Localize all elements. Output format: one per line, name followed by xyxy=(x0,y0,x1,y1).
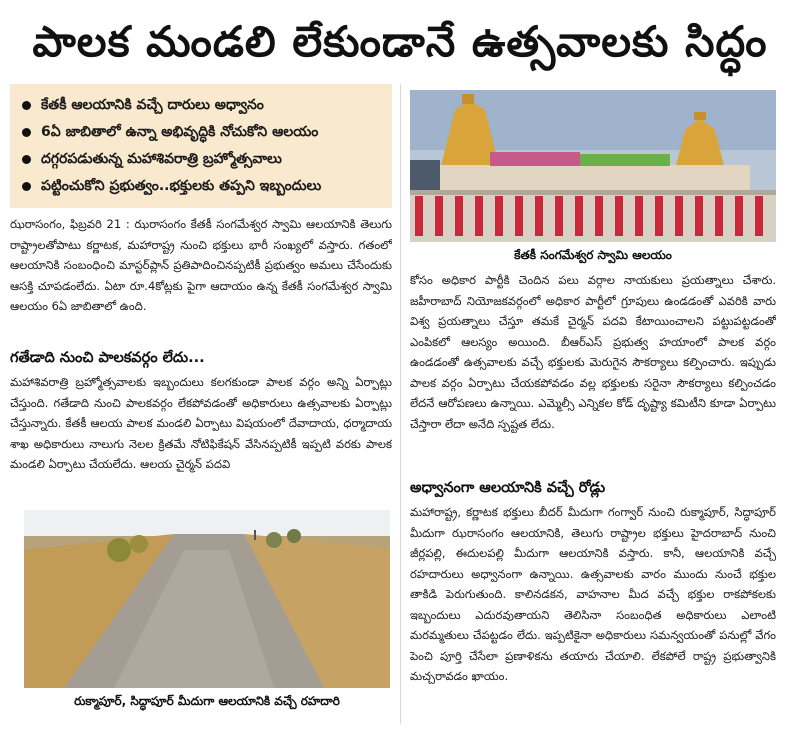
bullet-icon xyxy=(22,128,31,137)
road-photo-caption: రుక్మాపూర్, సిద్ధాపూర్ మీదుగా ఆలయానికి వచ్చే రహదారి xyxy=(74,694,340,708)
left-body-paragraph: మహాశివరాత్రి బ్రహ్మోత్సవాలకు ఇబ్బందులు కలగకుండా పాలక వర్గం అన్ని ఏర్పాట్లు చేస్తుంది. గతేడాది నుంచి పాలకవర్గం లేకపోవడంతో అధికారులు ఉత్సవాలకు ఏర్పాట్లు చేస్తున్నారు. కేతకీ ఆలయ పాలక మండలి ఏర్పాటు విషయంలో దేవాదాయ, ధర్మాదాయ శాఖ అధికారులు నాలుగు నెలల క్రితమే నోటిఫికేషన్ వేసినప్పటికీ ఇప్పటి వరకు పాలక మండలి ఏర్పాటు చేయలేదు. ఆలయ చైర్మన్ పదవి xyxy=(10,375,392,471)
highlight-item xyxy=(22,119,382,146)
road-photo xyxy=(24,510,390,688)
left-subheading: గతేడాది నుంచి పాలకవర్గం లేదు... xyxy=(10,350,205,366)
road-illustration xyxy=(24,510,390,688)
highlight-text: కేతకీ ఆలయానికి వచ్చే దారులు అధ్వానం xyxy=(41,97,264,113)
right-subheading: అధ్వానంగా ఆలయానికి వచ్చే రోడ్లు xyxy=(410,480,606,496)
highlight-text: 6ఏ జాబితాలో ఉన్నా అభివృద్ధికి నోచుకోని ఆలయం xyxy=(41,124,319,140)
bullet-icon xyxy=(22,155,31,164)
bullet-icon xyxy=(22,182,31,191)
highlight-item xyxy=(22,173,382,200)
right-body-paragraph-1: కోసం అధికార పార్టీకి చెందిన పలు వర్గాల నాయకులు ప్రయత్నాలు చేశారు. జహీరాబాద్ నియోజకవర్గంలో అధికార పార్టీలో గ్రూపులు ఉండడంతో ఎవరికి వారు విశ్వ ప్రయత్నాలు చేస్తూ తమకే చైర్మన్ పదవి కేటాయించాలని పట్టుపట్టడంతో ఎంపికలో ఆలస్యం అయింది. బీఆర్ఎస్ ప్రభుత్వ హయాంలో పాలక వర్గం ఉండడంతో ఉత్సవాలకు వచ్చే భక్తులకు మెరుగైన సౌకర్యాలు కల్పించారు. ఇప్పుడు పాలక వర్గం ఏర్పాటు చేయకపోవడం వల్ల భక్తులకు సరైనా సౌకర్యాలు కల్పించడం లేదనే ఆరోపణలు ఉన్నాయి. ఎమ్మెల్సీ ఎన్నికల కోడ్ దృష్ట్యా కమిటీని కూడా ఏర్పాటు చేస్తారా లేదా అనేది స్పష్టత లేదు. xyxy=(410,273,776,431)
highlight-text: దగ్గరపడుతున్న మహాశివరాత్రి బ్రహ్మోత్సవాలు xyxy=(41,151,282,167)
highlight-item xyxy=(22,92,382,119)
highlights-box xyxy=(10,84,392,208)
temple-illustration xyxy=(410,90,776,242)
bullet-icon xyxy=(22,101,31,110)
intro-paragraph: ఝరాసంగం, ఫిబ్రవరి 21 : ఝరాసంగం కేతకీ సంగమేశ్వర స్వామి ఆలయానికి తెలుగు రాష్ట్రాలతోపాటు కర్ణాటక, మహారాష్ట్ర నుంచి భక్తులు భారీ సంఖ్యలో వస్తారు. గతంలో ఆలయానికి సంబంధించి మాస్టర్‌ప్లాన్ ప్రతిపాదించినప్పటికీ ప్రభుత్వం అమలు చేసేందుకు ఆసక్తి చూపడంలేదు. ఏటా రూ.4కోట్లకు పైగా ఆదాయం ఉన్న కేతకీ సంగమేశ్వర స్వామి ఆలయం 6ఏ జాబితాలో ఉంది. xyxy=(10,217,392,313)
highlight-item xyxy=(22,146,382,173)
temple-photo xyxy=(410,90,776,242)
right-body-paragraph-2: మహారాష్ట్ర, కర్ణాటక భక్తులు బీదర్ మీదుగా గంగ్వార్ నుంచి రుక్మాపూర్, సిద్ధాపూర్ మీదుగా ఝరాసంగం ఆలయానికి, తెలుగు రాష్ట్రాల భక్తులు హైదరాబాద్ నుంచి జీర్లపల్లి, ఈదులపల్లి మీదుగా ఆలయానికి వస్తారు. కానీ, ఆలయానికి వచ్చే రహదారులు అధ్వానంగా ఉన్నాయి. ఉత్సవాలకు వారం ముందు నుంచే భక్తుల తాకిడి పెరుగుతుంది. కాలినడకన, వాహనాల మీద వచ్చే భక్తుల రాకపోకలకు ఇబ్బందులు ఎదురవుతాయని తెలిసినా సంబంధిత అధికారులు ఎలాంటి మరమ్మతులు చేపట్టడం లేదు. ఇప్పటికైనా అధికారులు సమన్వయంతో పనుల్లో వేగం పెంచి పూర్తి చేసేలా ప్రణాళికను తయారు చేయాలి. లేకపోలే రాష్ట్ర ప్రభుత్వానికి మచ్చరావడం ఖాయం. xyxy=(410,505,776,683)
highlight-text: పట్టించుకోని ప్రభుత్వం..భక్తులకు తప్పని ఇబ్బందులు xyxy=(41,178,322,194)
headline: పాలక మండలి లేకుండానే ఉత్సవాలకు సిద్ధం xyxy=(32,17,768,66)
column-divider xyxy=(400,84,401,724)
temple-photo-caption: కేతకీ సంగమేశ్వర స్వామి ఆలయం xyxy=(514,248,672,262)
